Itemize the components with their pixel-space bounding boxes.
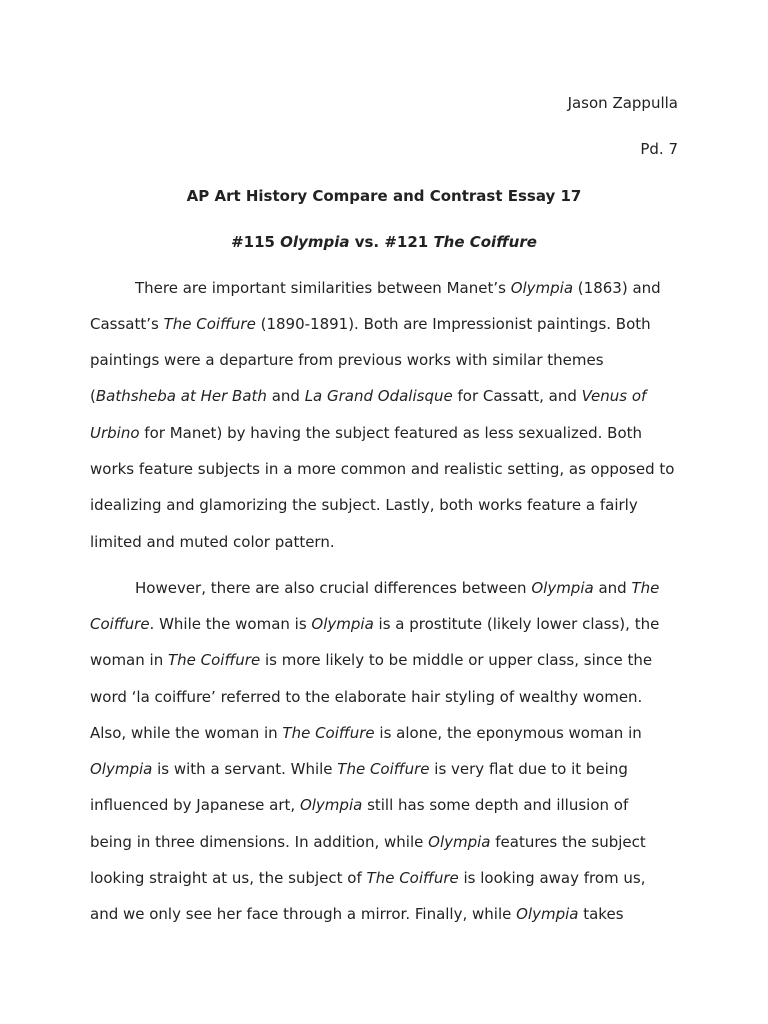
italic-title-text: Olympia: [531, 579, 594, 597]
essay-subtitle: [0, 232, 768, 252]
text-run: and: [593, 579, 632, 597]
essay-line: [90, 832, 646, 852]
text-run: works feature subjects in a more common and realistic setting, as opposed to: [90, 460, 675, 478]
essay-line: [90, 723, 642, 743]
essay-line: [90, 759, 628, 779]
italic-title-text: Venus of: [581, 387, 647, 405]
text-run: . While the woman is: [149, 615, 312, 633]
class-period: Pd. 7: [640, 140, 678, 158]
text-run: features the subject: [490, 833, 646, 851]
text-run: word ‘la coiffure’ referred to the elaborate hair styling of wealthy women.: [90, 688, 643, 706]
italic-title-text: Olympia: [311, 615, 374, 633]
italic-title-text: La Grand Odalisque: [304, 387, 453, 405]
text-run: and we only see her face through a mirror. Finally, while: [90, 905, 517, 923]
text-run: (1863) and: [573, 279, 661, 297]
text-run: is alone, the eponymous woman in: [374, 724, 642, 742]
text-run: takes: [578, 905, 624, 923]
text-run: for Manet) by having the subject featured as less sexualized. Both: [139, 424, 643, 442]
text-run: and: [266, 387, 305, 405]
text-run: limited and muted color pattern.: [90, 533, 335, 551]
italic-title-text: The: [631, 579, 660, 597]
text-run: paintings were a departure from previous works with similar themes: [90, 351, 604, 369]
text-run: is a prostitute (likely lower class), the: [373, 615, 660, 633]
text-run: Cassatt’s: [90, 315, 164, 333]
essay-line: [90, 459, 674, 479]
text-run: (: [90, 387, 96, 405]
italic-title-text: Urbino: [90, 424, 140, 442]
essay-line: [90, 350, 604, 370]
essay-line: [90, 868, 646, 888]
text-run: Also, while the woman in: [90, 724, 283, 742]
essay-line: [90, 386, 646, 406]
text-run: However, there are also crucial differences between: [135, 579, 532, 597]
text-run: looking straight at us, the subject of: [90, 869, 367, 887]
text-run: is looking away from us,: [458, 869, 646, 887]
essay-title: AP Art History Compare and Contrast Essay 17: [186, 187, 582, 205]
essay-line: [135, 278, 661, 298]
text-run: being in three dimensions. In addition, while: [90, 833, 429, 851]
essay-line: [90, 614, 659, 634]
italic-title-text: Olympia: [299, 796, 363, 814]
text-run: is very flat due to it being: [429, 760, 628, 778]
essay-line: [90, 687, 642, 707]
italic-title-text: Coiffure: [90, 615, 150, 633]
essay-line: [90, 495, 638, 515]
text-run: is with a servant. While: [152, 760, 338, 778]
author-name: Jason Zappulla: [567, 94, 678, 112]
text-run: is more likely to be middle or upper class, since the: [260, 651, 653, 669]
essay-line: [90, 314, 651, 334]
italic-title-text: The Coiffure: [282, 724, 375, 742]
essay-line: [90, 423, 642, 443]
italic-title-text: The Coiffure: [163, 315, 256, 333]
italic-title-text: The Coiffure: [167, 651, 261, 669]
essay-line: [135, 578, 659, 598]
italic-title-text: The Coiffure: [366, 869, 459, 887]
text-run: #115: [231, 233, 281, 251]
italic-title-text: The Coiffure: [433, 233, 537, 251]
italic-title-text: Olympia: [510, 279, 574, 297]
essay-line: [90, 904, 624, 924]
italic-title-text: Olympia: [280, 233, 350, 251]
essay-line: [90, 532, 335, 552]
text-run: idealizing and glamorizing the subject. Lastly, both works feature a fairly: [90, 496, 638, 514]
italic-title-text: Olympia: [90, 760, 153, 778]
text-run: (1890-1891). Both are Impressionist paintings. Both: [255, 315, 651, 333]
text-run: woman in: [90, 651, 168, 669]
text-run: still has some depth and illusion of: [362, 796, 629, 814]
italic-title-text: Olympia: [428, 833, 491, 851]
text-run: There are important similarities between Manet’s: [135, 279, 511, 297]
italic-title-text: Olympia: [516, 905, 579, 923]
italic-title-text: The Coiffure: [337, 760, 430, 778]
text-run: vs. #121: [349, 233, 434, 251]
essay-line: [90, 650, 652, 670]
essay-line: [90, 795, 628, 815]
text-run: for Cassatt, and: [452, 387, 582, 405]
italic-title-text: Bathsheba at Her Bath: [95, 387, 267, 405]
text-run: influenced by Japanese art,: [90, 796, 300, 814]
